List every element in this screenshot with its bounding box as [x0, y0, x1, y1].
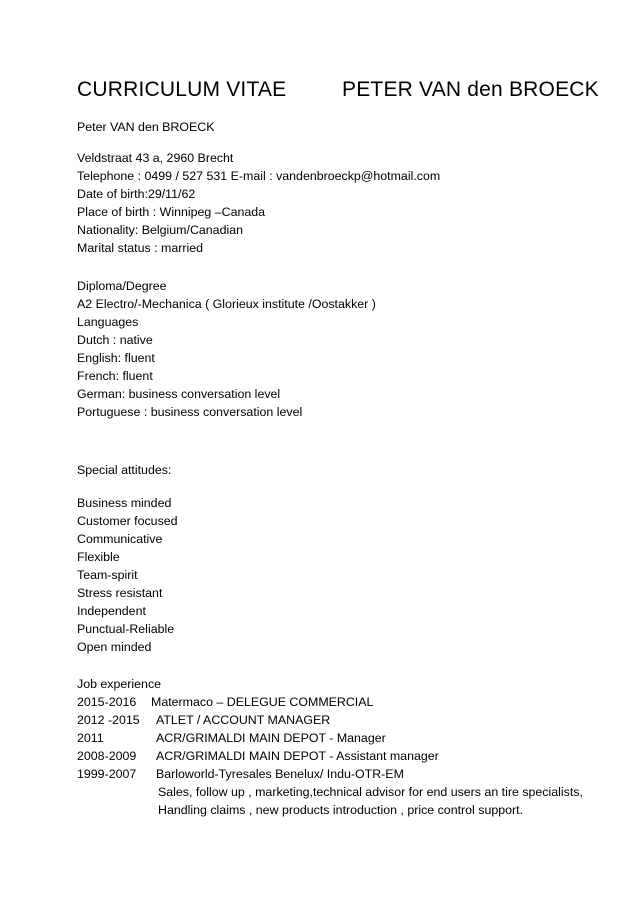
job-description: ACR/GRIMALDI MAIN DEPOT - Assistant manager: [156, 749, 439, 763]
attitude-item: Stress resistant: [77, 586, 163, 600]
job-period: 1999-2007: [77, 767, 137, 781]
job-description: Matermaco – DELEGUE COMMERCIAL: [151, 695, 374, 709]
date-of-birth: Date of birth:29/11/62: [77, 187, 196, 201]
full-name: Peter VAN den BROECK: [77, 120, 215, 134]
place-of-birth: Place of birth : Winnipeg –Canada: [77, 205, 266, 219]
attitude-item: Flexible: [77, 550, 120, 564]
job-period: 2008-2009: [77, 749, 137, 763]
language-item: Dutch : native: [77, 333, 153, 347]
marital-status: Marital status : married: [77, 241, 204, 255]
title-row: [77, 78, 597, 108]
job-detail-line: Handling claims , new products introduction , price control support.: [158, 803, 524, 817]
telephone-email: Telephone : 0499 / 527 531 E-mail : vandenbroeckp@hotmail.com: [77, 169, 441, 183]
job-description: ATLET / ACCOUNT MANAGER: [156, 713, 331, 727]
diploma-value: A2 Electro/-Mechanica ( Glorieux institute /Oostakker ): [77, 297, 376, 311]
language-item: English: fluent: [77, 351, 155, 365]
attitude-item: Communicative: [77, 532, 163, 546]
attitude-item: Punctual-Reliable: [77, 622, 175, 636]
address: Veldstraat 43 a, 2960 Brecht: [77, 151, 234, 165]
job-period: 2011: [77, 731, 104, 745]
job-description: ACR/GRIMALDI MAIN DEPOT - Manager: [156, 731, 386, 745]
job-description: Barloworld-Tyresales Benelux/ Indu-OTR-EM: [156, 767, 404, 781]
attitude-item: Customer focused: [77, 514, 178, 528]
document-title: CURRICULUM VITAE: [77, 78, 287, 101]
attitude-item: Business minded: [77, 496, 172, 510]
diploma-heading: Diploma/Degree: [77, 279, 167, 293]
job-period: 2012 -2015: [77, 713, 140, 727]
language-item: Portuguese : business conversation level: [77, 405, 303, 419]
languages-heading: Languages: [77, 315, 139, 329]
header-name: PETER VAN den BROECK: [342, 78, 599, 101]
jobs-heading: Job experience: [77, 677, 162, 691]
attitudes-heading: Special attitudes:: [77, 463, 172, 477]
attitude-item: Open minded: [77, 640, 152, 654]
job-period: 2015-2016: [77, 695, 137, 709]
job-detail-line: Sales, follow up , marketing,technical advisor for end users an tire specialists,: [158, 785, 583, 799]
language-item: French: fluent: [77, 369, 153, 383]
attitude-item: Team-spirit: [77, 568, 138, 582]
nationality: Nationality: Belgium/Canadian: [77, 223, 243, 237]
attitude-item: Independent: [77, 604, 146, 618]
language-item: German: business conversation level: [77, 387, 281, 401]
